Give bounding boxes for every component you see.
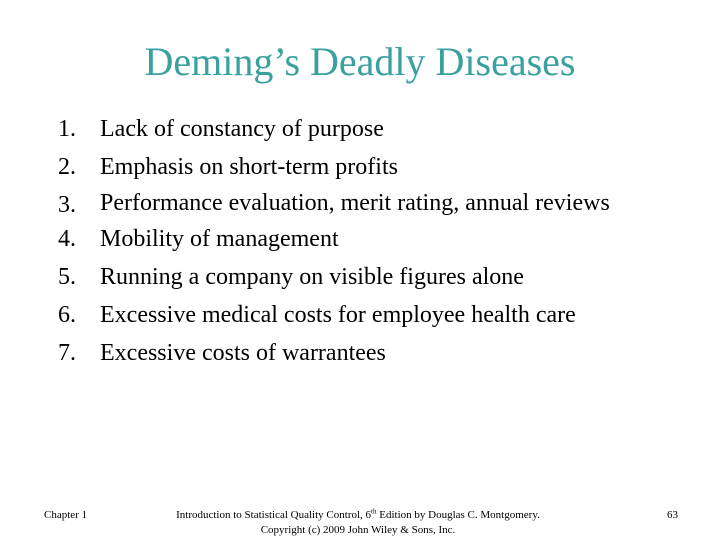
list-item-text: Running a company on visible figures alone [100,264,524,290]
footer-book-line1 [150,508,566,523]
list-item [58,186,678,220]
list-item [58,258,678,296]
list-item-text: Performance evaluation, merit rating, annual reviews [100,190,610,216]
list-item [58,220,678,258]
list-item-text: Lack of constancy of purpose [100,116,384,142]
diseases-list [58,110,678,372]
list-item [58,334,678,372]
list-item-number: 1. [58,116,76,142]
list-item-number: 4. [58,226,76,252]
list-item-text: Excessive medical costs for employee health care [100,302,576,328]
list-item-text: Emphasis on short-term profits [100,154,398,180]
list-item-text: Excessive costs of warrantees [100,340,386,366]
footer-edition-suffix: th [371,507,377,516]
list-item [58,110,678,148]
footer-book-info [150,508,566,538]
list-item [58,296,678,334]
list-item [58,148,678,186]
footer-chapter: Chapter 1 [44,509,88,521]
footer-page-number: 63 [667,509,678,521]
list-item-number: 5. [58,264,76,290]
list-item-number: 3. [58,192,76,218]
list-item-text: Mobility of management [100,226,339,252]
list-item-number: 6. [58,302,76,328]
slide-title: Deming’s Deadly Diseases [144,39,576,84]
list-item-number: 7. [58,340,76,366]
footer-book-title: Introduction to Statistical Quality Control, 6 [176,509,372,521]
footer-book-author: Edition by Douglas C. Montgomery. [376,509,540,521]
list-item-number: 2. [58,154,76,180]
footer-copyright: Copyright (c) 2009 John Wiley & Sons, Inc. [260,524,456,536]
